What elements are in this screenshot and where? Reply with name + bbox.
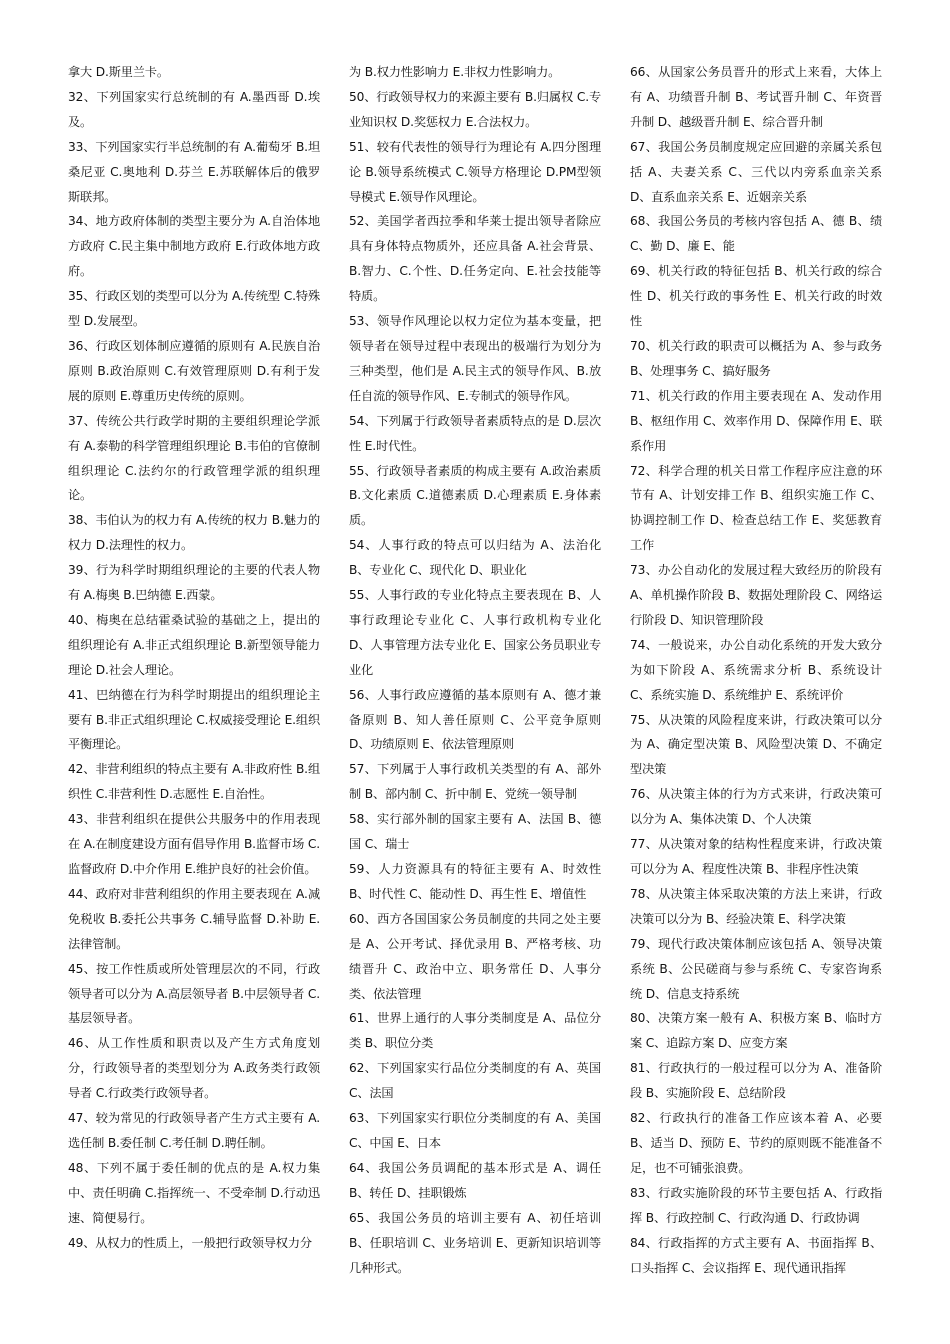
question-paragraph: 46、从工作性质和职责以及产生方式角度划分，行政领导者的类型划分为 A.政务类行政领导者 C.行政类行政领导者。 <box>68 1036 320 1101</box>
question-paragraph: 56、人事行政应遵循的基本原则有 A、德才兼备原则 B、知人善任原则 C、公平竞争原则 D、功绩原则 E、依法管理原则 <box>349 687 601 752</box>
question-paragraph: 40、梅奥在总结霍桑试验的基础之上，提出的组织理论有 A.非正式组织理论 B.新型领导能力理论 D.社会人理论。 <box>68 612 320 677</box>
question-paragraph: 52、美国学者西拉季和华莱士提出领导者除应具有身体特点物质外，还应具备 A.社会背景、B.智力、C.个性、D.任务定向、E.社会技能等特质。 <box>349 214 601 304</box>
question-paragraph: 55、人事行政的专业化特点主要表现在 B、人事行政理论专业化 C、人事行政机构专业化 D、人事管理方法专业化 E、国家公务员职业专业化 <box>349 588 601 677</box>
question-paragraph: 70、机关行政的职责可以概括为 A、参与政务 B、处理事务 C、搞好服务 <box>630 338 882 378</box>
question-paragraph: 45、按工作性质或所处管理层次的不同，行政领导者可以分为 A.高层领导者 B.中层领导者 C.基层领导者。 <box>68 961 320 1026</box>
question-paragraph: 74、一般说来，办公自动化系统的开发大致分为如下阶段 A、系统需求分析 B、系统设计 C、系统实施 D、系统维护 E、系统评价 <box>630 637 882 702</box>
question-paragraph: 83、行政实施阶段的环节主要包括 A、行政指挥 B、行政控制 C、行政沟通 D、行政协调 <box>630 1185 882 1225</box>
question-paragraph: 63、下列国家实行职位分类制度的有 A、美国 C、中国 E、日本 <box>349 1111 601 1150</box>
question-paragraph: 84、行政指挥的方式主要有 A、书面指挥 B、口头指挥 C、会议指挥 E、现代通讯指挥 <box>630 1235 882 1275</box>
question-paragraph: 77、从决策对象的结构性程度来讲，行政决策可以分为 A、程度性决策 B、非程序性决策 <box>630 837 882 876</box>
question-paragraph: 54、下列属于行政领导者素质特点的是 D.层次性 E.时代性。 <box>349 413 601 453</box>
question-paragraph: 53、领导作风理论以权力定位为基本变量，把领导者在领导过程中表现出的极端行为划分为三种类型，他们是 A.民主式的领导作风、B.放任自流的领导作风、E.专制式的领导作风。 <box>349 314 601 403</box>
question-paragraph: 60、西方各国国家公务员制度的共同之处主要是 A、公开考试、择优录用 B、严格考核、功绩晋升 C、政治中立、职务常任 D、人事分类、依法管理 <box>349 911 601 1001</box>
question-paragraph: 79、现代行政决策体制应该包括 A、领导决策系统 B、公民磋商与参与系统 C、专家咨询系统 D、信息支持系统 <box>630 936 882 1001</box>
question-paragraph: 78、从决策主体采取决策的方法上来讲，行政决策可以分为 B、经验决策 E、科学决策 <box>630 886 882 926</box>
question-paragraph: 66、从国家公务员晋升的形式上来看，大体上有 A、功绩晋升制 B、考试晋升制 C、年资晋升制 D、越级晋升制 E、综合晋升制 <box>630 65 882 129</box>
question-paragraph: 36、行政区划体制应遵循的原则有 A.民族自治原则 B.政治原则 C.有效管理原则 D.有利于发展的原则 E.尊重历史传统的原则。 <box>68 338 320 403</box>
question-paragraph: 38、韦伯认为的权力有 A.传统的权力 B.魅力的权力 D.法理性的权力。 <box>68 513 320 553</box>
text-column-left <box>68 60 320 1256</box>
question-paragraph: 55、行政领导者素质的构成主要有 A.政治素质 B.文化素质 C.道德素质 D.心理素质 E.身体素质。 <box>349 463 601 528</box>
question-paragraph: 32、下列国家实行总统制的有 A.墨西哥 D.埃及。 <box>68 89 320 129</box>
question-paragraph: 65、我国公务员的培训主要有 A、初任培训 B、任职培训 C、业务培训 E、更新知识培训等几种形式。 <box>349 1210 601 1275</box>
question-paragraph: 50、行政领导权力的来源主要有 B.归属权 C.专业知识权 D.奖惩权力 E.合法权力。 <box>349 89 601 129</box>
question-paragraph: 67、我国公务员制度规定应回避的亲属关系包括 A、夫妻关系 C、三代以内旁系血亲关系 D、直系血亲关系 E、近姻亲关系 <box>630 139 882 204</box>
question-paragraph: 54、人事行政的特点可以归结为 A、法治化 B、专业化 C、现代化 D、职业化 <box>349 538 601 578</box>
question-paragraph: 71、机关行政的作用主要表现在 A、发动作用 B、枢纽作用 C、效率作用 D、保障作用 E、联系作用 <box>630 388 882 453</box>
question-paragraph: 69、机关行政的特征包括 B、机关行政的综合性 D、机关行政的事务性 E、机关行政的时效性 <box>630 264 882 329</box>
question-paragraph: 43、非营利组织在提供公共服务中的作用表现在 A.在制度建设方面有倡导作用 B.监督市场 C.监督政府 D.中介作用 E.维护良好的社会价值。 <box>68 812 320 876</box>
question-paragraph: 58、实行部外制的国家主要有 A、法国 B、德国 C、瑞士 <box>349 812 601 852</box>
question-paragraph: 64、我国公务员调配的基本形式是 A、调任 B、转任 D、挂职锻炼 <box>349 1160 601 1200</box>
question-paragraph: 72、科学合理的机关日常工作程序应注意的环节有 A、计划安排工作 B、组织实施工作 C、协调控制工作 D、检查总结工作 E、奖惩教育工作 <box>630 463 882 553</box>
question-paragraph: 42、非营利组织的特点主要有 A.非政府性 B.组织性 C.非营利性 D.志愿性 E.自治性。 <box>68 762 320 802</box>
question-paragraph: 57、下列属于人事行政机关类型的有 A、部外制 B、部内制 C、折中制 E、党统一领导制 <box>349 762 601 802</box>
question-paragraph: 68、我国公务员的考核内容包括 A、德 B、绩 C、勤 D、廉 E、能 <box>630 214 882 254</box>
question-paragraph: 39、行为科学时期组织理论的主要的代表人物有 A.梅奥 B.巴纳德 E.西蒙。 <box>68 563 320 603</box>
question-paragraph: 49、从权力的性质上，一般把行政领导权力分 <box>68 1235 312 1250</box>
question-paragraph: 35、行政区划的类型可以分为 A.传统型 C.特殊型 D.发展型。 <box>68 289 320 329</box>
text-column-middle <box>349 60 601 1280</box>
question-paragraph: 80、决策方案一般有 A、积极方案 B、临时方案 C、追踪方案 D、应变方案 <box>630 1011 882 1051</box>
question-paragraph: 75、从决策的风险程度来讲，行政决策可以分为 A、确定型决策 B、风险型决策 D、不确定型决策 <box>630 712 882 777</box>
question-paragraph: 47、较为常见的行政领导者产生方式主要有 A.选任制 B.委任制 C.考任制 D.聘任制。 <box>68 1111 320 1150</box>
question-paragraph: 59、人力资源具有的特征主要有 A、时效性 B、时代性 C、能动性 D、再生性 E、增值性 <box>349 862 601 901</box>
question-paragraph: 48、下列不属于委任制的优点的是 A.权力集中、责任明确 C.指挥统一、不受牵制 D.行动迅速、简便易行。 <box>68 1160 320 1225</box>
text-column-right <box>630 60 882 1280</box>
question-paragraph: 62、下列国家实行品位分类制度的有 A、英国 C、法国 <box>349 1061 601 1101</box>
question-paragraph: 34、地方政府体制的类型主要分为 A.自治体地方政府 C.民主集中制地方政府 E.行政体地方政府。 <box>68 214 320 279</box>
question-paragraph: 82、行政执行的准备工作应该本着 A、必要 B、适当 D、预防 E、节约的原则既不能准备不足，也不可铺张浪费。 <box>630 1111 882 1175</box>
question-paragraph: 73、办公自动化的发展过程大致经历的阶段有 A、单机操作阶段 B、数据处理阶段 C、网络运行阶段 D、知识管理阶段 <box>630 563 882 627</box>
question-paragraph: 44、政府对非营利组织的作用主要表现在 A.减免税收 B.委托公共事务 C.辅导监督 D.补助 E.法律管制。 <box>68 886 320 951</box>
question-paragraph: 为 B.权力性影响力 E.非权力性影响力。 <box>349 65 561 79</box>
question-paragraph: 76、从决策主体的行为方式来讲，行政决策可以分为 A、集体决策 D、个人决策 <box>630 787 882 827</box>
question-paragraph: 51、较有代表性的领导行为理论有 A.四分图理论 B.领导系统模式 C.领导方格理论 D.PM型领导模式 E.领导作风理论。 <box>349 139 601 204</box>
question-paragraph: 81、行政执行的一般过程可以分为 A、准备阶段 B、实施阶段 E、总结阶段 <box>630 1061 882 1101</box>
question-paragraph: 37、传统公共行政学时期的主要组织理论学派有 A.泰勒的科学管理组织理论 B.韦伯的官僚制组织理论 C.法约尔的行政管理学派的组织理论。 <box>68 413 320 503</box>
question-paragraph: 41、巴纳德在行为科学时期提出的组织理论主要有 B.非正式组织理论 C.权威接受理论 E.组织平衡理论。 <box>68 687 320 752</box>
question-paragraph: 拿大 D.斯里兰卡。 <box>68 65 169 79</box>
question-paragraph: 61、世界上通行的人事分类制度是 A、品位分类 B、职位分类 <box>349 1011 601 1051</box>
question-paragraph: 33、下列国家实行半总统制的有 A.葡萄牙 B.坦桑尼亚 C.奥地利 D.芬兰 E.苏联解体后的俄罗斯联邦。 <box>68 139 320 204</box>
